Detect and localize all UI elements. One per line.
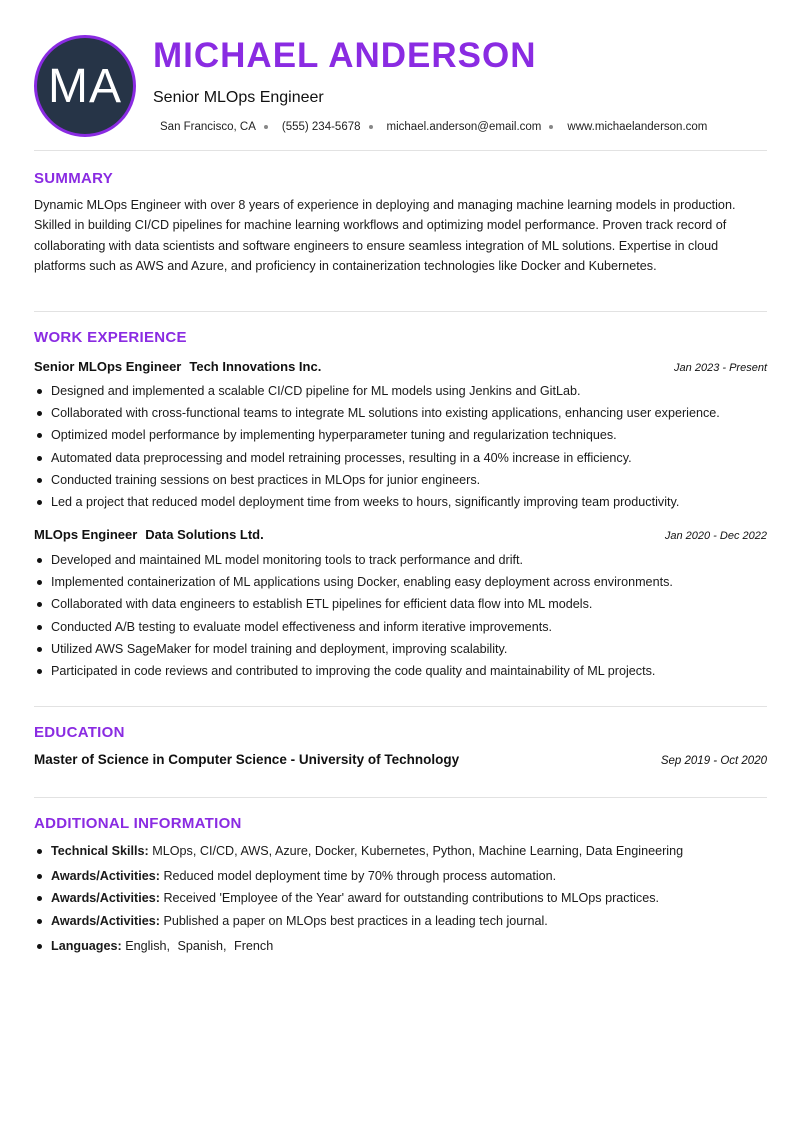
list-item (34, 840, 774, 862)
divider (34, 150, 767, 151)
list-item: Automated data preprocessing and model retraining processes, resulting in a 40% increase in efficiency. (34, 447, 774, 469)
language-item: English, (125, 938, 170, 953)
candidate-name: MICHAEL ANDERSON (153, 36, 537, 75)
item-label: Awards/Activities: (51, 891, 160, 906)
job-header (34, 358, 767, 376)
item-text: Received 'Employee of the Year' award for outstanding contributions to MLOps practices. (159, 891, 659, 906)
job-company: Data Solutions Ltd. (145, 527, 264, 542)
list-item: Designed and implemented a scalable CI/CD pipeline for ML models using Jenkins and GitLab. (34, 380, 774, 402)
list-item: Led a project that reduced model deployment time from weeks to hours, significantly improving team productivity. (34, 491, 774, 513)
list-item: Collaborated with data engineers to establish ETL pipelines for efficient data flow into ML models. (34, 593, 774, 615)
list-item: Optimized model performance by implementing hyperparameter tuning and regularization techniques. (34, 424, 774, 446)
job-dates: Jan 2020 - Dec 2022 (664, 530, 767, 542)
job-position: MLOps Engineer (34, 527, 138, 542)
job-company: Tech Innovations Inc. (189, 359, 322, 374)
languages-label: Languages: (51, 938, 122, 953)
job-position: Senior MLOps Engineer (34, 359, 182, 374)
item-label: Awards/Activities: (51, 869, 160, 884)
list-item: Participated in code reviews and contributed to improving the code quality and maintainability of ML projects. (34, 660, 774, 682)
education-entry (34, 752, 767, 767)
contact-phone: (555) 234-5678 (282, 121, 387, 133)
job-title: Senior MLOps Engineer (153, 89, 324, 106)
list-item (34, 887, 774, 909)
list-item (34, 865, 774, 887)
divider (34, 706, 767, 707)
divider (34, 311, 767, 312)
resume-header (0, 0, 800, 150)
list-item: Conducted A/B testing to evaluate model effectiveness and inform iterative improvements. (34, 616, 774, 638)
separator-dot-icon (369, 125, 373, 129)
item-label: Awards/Activities: (51, 913, 160, 928)
additional-info-heading: ADDITIONAL INFORMATION (34, 815, 242, 832)
separator-dot-icon (549, 125, 553, 129)
list-item: Developed and maintained ML model monitoring tools to track performance and drift. (34, 549, 774, 571)
item-text: Reduced model deployment time by 70% through process automation. (159, 869, 557, 884)
language-item: French (234, 938, 274, 953)
list-item: Conducted training sessions on best practices in MLOps for junior engineers. (34, 469, 774, 491)
contact-email[interactable]: michael.anderson@email.com (387, 121, 568, 133)
list-item: Implemented containerization of ML applications using Docker, enabling easy deployment across environments. (34, 571, 774, 593)
item-text: Published a paper on MLOps best practices in a leading tech journal. (159, 913, 548, 928)
summary-heading: SUMMARY (34, 170, 114, 187)
list-item (34, 910, 774, 932)
job-bullets (34, 380, 774, 513)
avatar (34, 35, 136, 137)
work-experience-heading: WORK EXPERIENCE (34, 329, 187, 346)
education-heading: EDUCATION (34, 724, 125, 741)
contact-info (160, 121, 707, 133)
item-label: Technical Skills: (51, 844, 149, 858)
divider (34, 797, 767, 798)
avatar-initials: MA (48, 59, 122, 113)
separator-dot-icon (264, 125, 268, 129)
job-bullets (34, 549, 774, 682)
list-item (34, 935, 774, 957)
education-dates: Sep 2019 - Oct 2020 (660, 755, 767, 767)
additional-info-list (34, 840, 774, 957)
item-text: MLOps, CI/CD, AWS, Azure, Docker, Kubernetes, Python, Machine Learning, Data Engineering (148, 844, 684, 858)
education-degree: Master of Science in Computer Science - University of Technology (34, 752, 460, 767)
language-item: Spanish, (177, 938, 227, 953)
job-dates: Jan 2023 - Present (674, 362, 767, 374)
list-item: Utilized AWS SageMaker for model training and deployment, improving scalability. (34, 638, 774, 660)
summary-text: Dynamic MLOps Engineer with over 8 years of experience in deploying and managing machine learning models in production. Skilled in building CI/CD pipelines for machine learning workflows and optimizing model performance. Proven track record of collaborating with data scientists and software engineers to ensure seamless integration of ML solutions. Expertise in cloud platforms such as AWS and Azure, and proficiency in containerization technologies like Docker and Kubernetes. (34, 198, 736, 273)
contact-website[interactable]: www.michaelanderson.com (567, 121, 708, 133)
list-item: Collaborated with cross-functional teams to integrate ML solutions into existing applications, enhancing user experience. (34, 402, 774, 424)
job-header (34, 526, 767, 544)
contact-location: San Francisco, CA (160, 121, 282, 133)
